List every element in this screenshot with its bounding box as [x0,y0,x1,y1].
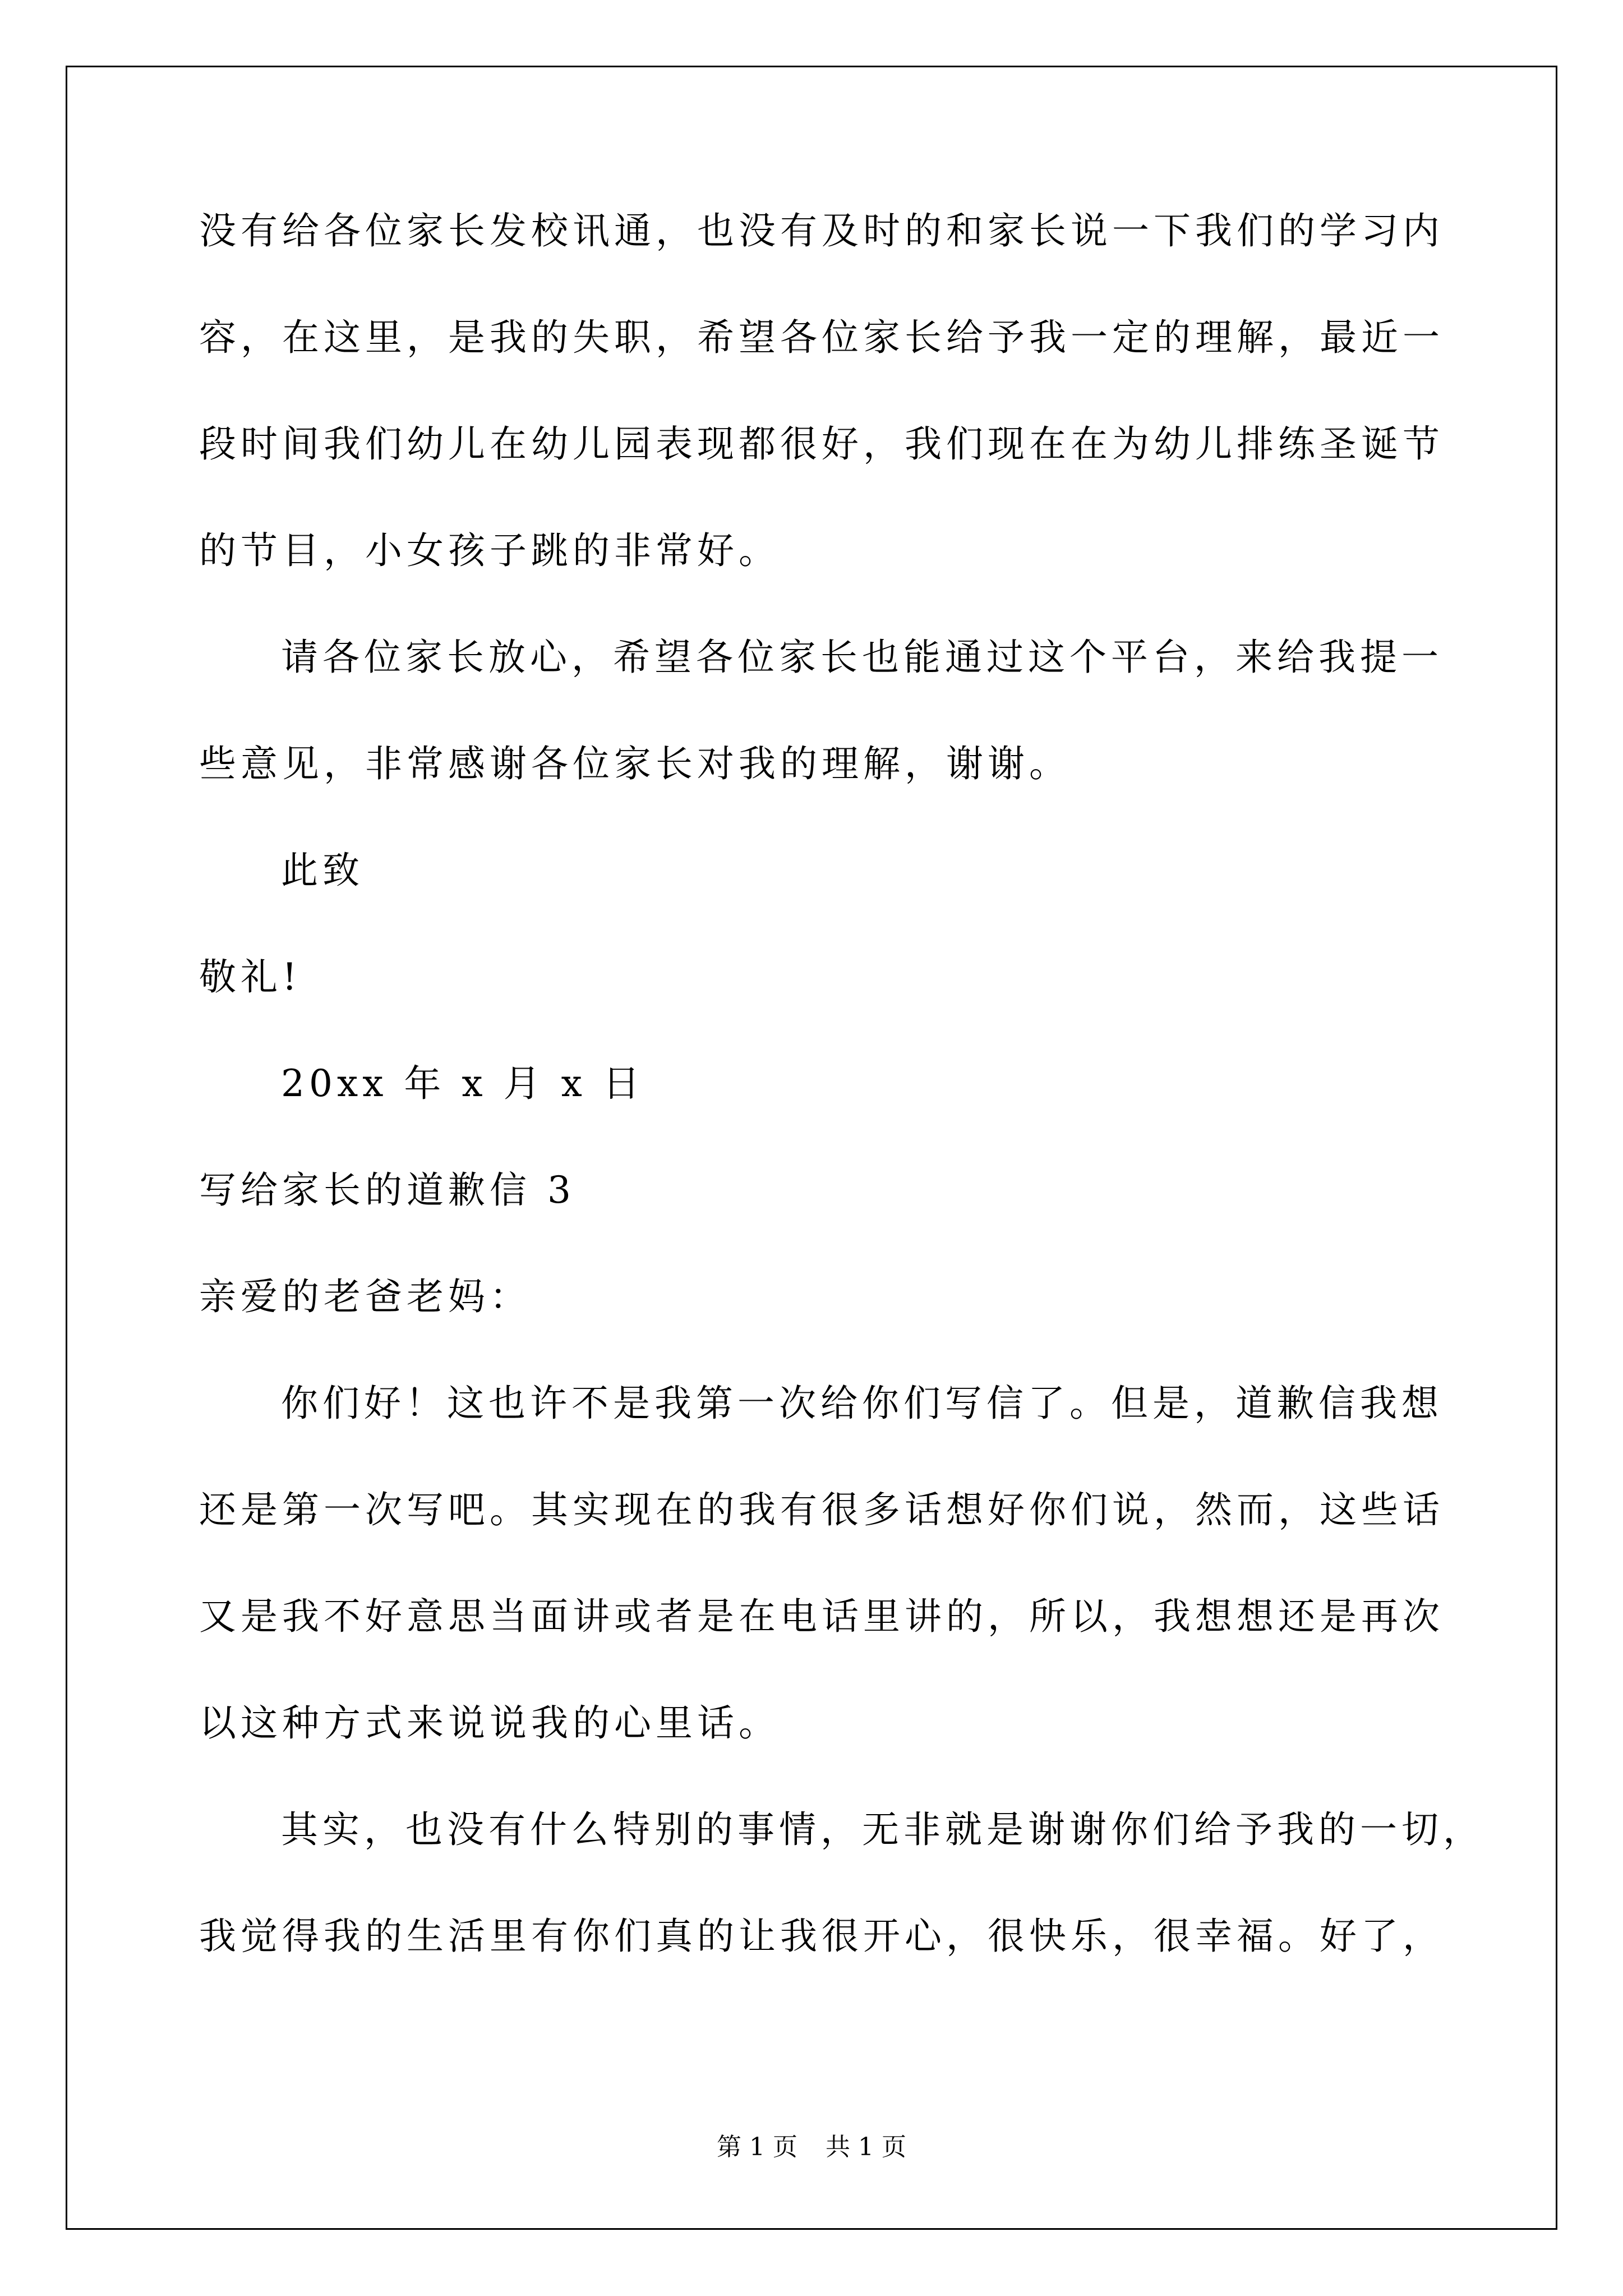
closing-line: 此致 [281,849,364,892]
section-title: 写给家长的道歉信 3 [199,1168,575,1212]
paragraph-line: 的节目，小女孩子跳的非常好。 [199,529,780,572]
page-number: 第 1 页 [717,2133,797,2161]
paragraph-line: 以这种方式来说说我的心里话。 [199,1701,780,1745]
date-line: 20xx 年 x 月 x 日 [281,1062,644,1105]
paragraph-line: 又是我不好意思当面讲或者是在电话里讲的，所以，我想想还是再次 [199,1595,1444,1638]
paragraph-line: 其实，也没有什么特别的事情，无非就是谢谢你们给予我的一切， [281,1808,1484,1851]
paragraph-line: 我觉得我的生活里有你们真的让我很开心，很快乐，很幸福。好了， [199,1915,1444,1958]
paragraph-line: 请各位家长放心，希望各位家长也能通过这个平台，来给我提一 [281,636,1443,679]
salutation: 亲爱的老爸老妈： [199,1275,531,1318]
paragraph-line: 你们好！这也许不是我第一次给你们写信了。但是，道歉信我想 [281,1382,1443,1425]
page-total: 共 1 页 [826,2133,906,2161]
page-border [66,66,1557,2230]
paragraph-line: 还是第一次写吧。其实现在的我有很多话想好你们说，然而，这些话 [199,1488,1444,1531]
closing-salute: 敬礼! [199,955,302,999]
paragraph-line: 些意见，非常感谢各位家长对我的理解，谢谢。 [199,742,1071,785]
paragraph-line: 容，在这里，是我的失职，希望各位家长给予我一定的理解，最近一 [199,316,1444,359]
paragraph-line: 没有给各位家长发校讯通，也没有及时的和家长说一下我们的学习内 [199,209,1444,252]
page-footer [0,2132,1623,2163]
paragraph-line: 段时间我们幼儿在幼儿园表现都很好，我们现在在为幼儿排练圣诞节 [199,422,1444,466]
